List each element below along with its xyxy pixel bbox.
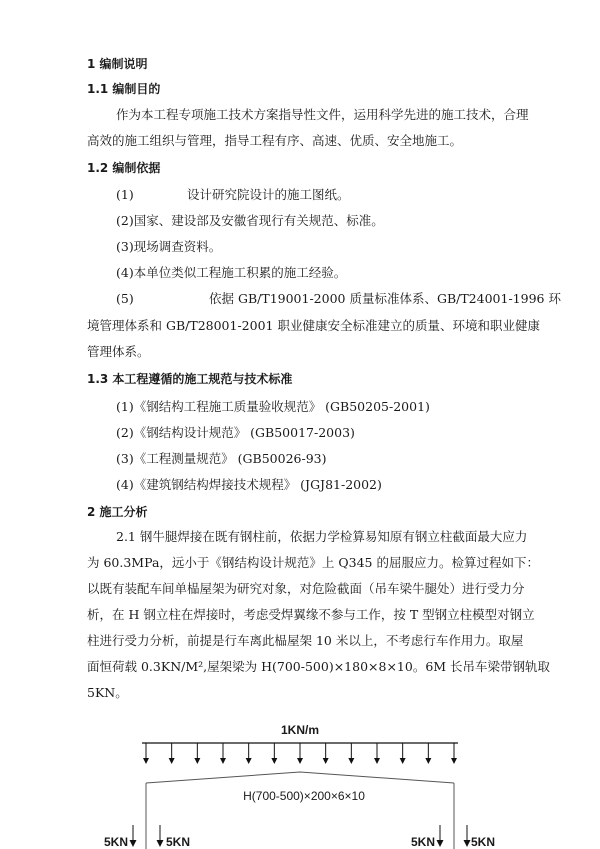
load-arrows bbox=[143, 743, 457, 764]
load-arrowhead bbox=[271, 758, 277, 764]
analysis-line-5: 柱进行受力分析，前提是行车离此榀屋架 10 米以上，不考虑行车作用力。取屋 bbox=[87, 633, 524, 648]
basis-item-5-line2: 境管理体系和 GB/T28001-2001 职业健康安全标准建立的质量、环境和职业健康 bbox=[87, 318, 540, 333]
analysis-line-2: 为 60.3MPa，远小于《钢结构设计规范》上 Q345 的屈服应力。检算过程如下： bbox=[87, 555, 539, 570]
load-arrowhead bbox=[143, 758, 149, 764]
analysis-line-1: 2.1 钢牛腿焊接在既有钢柱前，依据力学检算易知原有钢立柱截面最大应力 bbox=[116, 529, 528, 544]
standard-item-3: (3)《工程测量规范》 (GB50026-93) bbox=[116, 451, 327, 466]
paragraph-purpose-line2: 高效的施工组织与管理，指导工程有序、高速、优质、安全地施工。 bbox=[87, 133, 463, 148]
beam-section-label: H(700-500)×200×6×10 bbox=[243, 789, 365, 803]
analysis-line-3: 以既有装配车间单榀屋架为研究对象，对危险截面（吊车梁牛腿处）进行受力分 bbox=[87, 581, 525, 596]
right-outer-load-label: 5KN bbox=[470, 835, 496, 849]
standard-item-4: (4)《建筑钢结构焊接技术规程》 (JGJ81-2002) bbox=[116, 477, 382, 492]
heading-1-3: 1.3 本工程遵循的施工规范与技术标准 bbox=[87, 372, 293, 386]
analysis-line-4: 析，在 H 钢立柱在焊接时，考虑受焊翼缘不参与工作，按 T 型钢立柱模型对钢立 bbox=[87, 607, 535, 622]
left-inner-arrowhead bbox=[157, 840, 164, 847]
standard-item-1: (1)《钢结构工程施工质量验收规范》 (GB50205-2001) bbox=[116, 399, 430, 414]
load-arrowhead bbox=[323, 758, 329, 764]
load-arrowhead bbox=[451, 758, 457, 764]
basis-item-5-line1: 依据 GB/T19001-2000 质量标准体系、GB/T24001-1996 环 bbox=[209, 291, 561, 306]
basis-item-3: (3)现场调查资料。 bbox=[116, 239, 222, 254]
right-inner-arrowhead bbox=[437, 840, 444, 847]
load-arrowhead bbox=[425, 758, 431, 764]
heading-1-2: 1.2 编制依据 bbox=[87, 161, 161, 175]
basis-item-1-number: (1) bbox=[116, 187, 134, 202]
basis-item-4: (4)本单位类似工程施工积累的施工经验。 bbox=[116, 265, 347, 280]
load-arrowhead bbox=[246, 758, 252, 764]
load-arrowhead bbox=[194, 758, 200, 764]
roof-beam bbox=[146, 772, 454, 783]
load-arrowhead bbox=[374, 758, 380, 764]
heading-2: 2 施工分析 bbox=[87, 505, 148, 519]
load-label: 1KN/m bbox=[280, 723, 320, 737]
load-arrowhead bbox=[348, 758, 354, 764]
load-arrowhead bbox=[220, 758, 226, 764]
basis-item-5-number: (5) bbox=[116, 291, 134, 306]
analysis-line-7: 5KN。 bbox=[87, 685, 128, 700]
load-arrowhead bbox=[400, 758, 406, 764]
left-inner-load-label: 5KN bbox=[165, 835, 191, 849]
right-inner-load-label: 5KN bbox=[410, 835, 436, 849]
basis-item-1-text: 设计研究院设计的施工图纸。 bbox=[187, 187, 350, 202]
basis-item-5-line3: 管理体系。 bbox=[87, 344, 150, 359]
load-arrowhead bbox=[297, 758, 303, 764]
heading-1-1: 1.1 编制目的 bbox=[87, 82, 161, 96]
left-outer-arrowhead bbox=[130, 840, 137, 847]
basis-item-2: (2)国家、建设部及安徽省现行有关规范、标准。 bbox=[116, 213, 384, 228]
left-outer-load-label: 5KN bbox=[103, 835, 129, 849]
heading-1: 1 编制说明 bbox=[87, 57, 148, 71]
right-outer-arrowhead bbox=[464, 840, 471, 847]
analysis-line-6: 面恒荷载 0.3KN/M²,屋架梁为 H(700-500)×180×8×10。6M 长吊车梁带钢轨取 bbox=[87, 659, 551, 674]
paragraph-purpose-line1: 作为本工程专项施工技术方案指导性文件，运用科学先进的施工技术，合理 bbox=[116, 107, 529, 122]
standard-item-2: (2)《钢结构设计规范》 (GB50017-2003) bbox=[116, 425, 355, 440]
load-arrowhead bbox=[169, 758, 175, 764]
